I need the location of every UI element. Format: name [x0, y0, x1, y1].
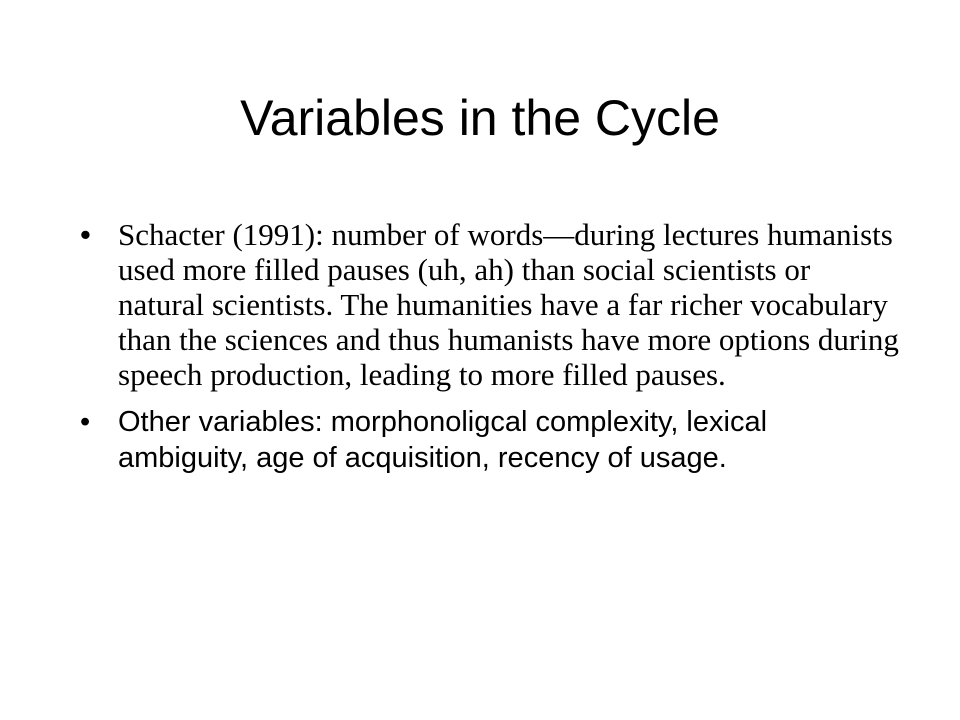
bullet-text: Schacter (1991): number of words—during lectures humanists used more filled pauses (uh, ah) than social scientists or natural scientists. The humanities have a far richer vocabulary than the sciences and thus humanists have more options during speech production, leading to more filled pauses.: [118, 217, 899, 392]
bullet-list: [72, 217, 902, 476]
slide-title: Variables in the Cycle: [240, 90, 720, 146]
bullet-text: Other variables: morphonoligcal complexity, lexical ambiguity, age of acquisition, recency of usage.: [118, 406, 768, 474]
bullet-dot-icon: •: [80, 217, 91, 252]
bullet-dot-icon: •: [80, 406, 91, 438]
bullet-item-schacter: [72, 217, 902, 392]
bullet-item-other-variables: [72, 404, 902, 476]
